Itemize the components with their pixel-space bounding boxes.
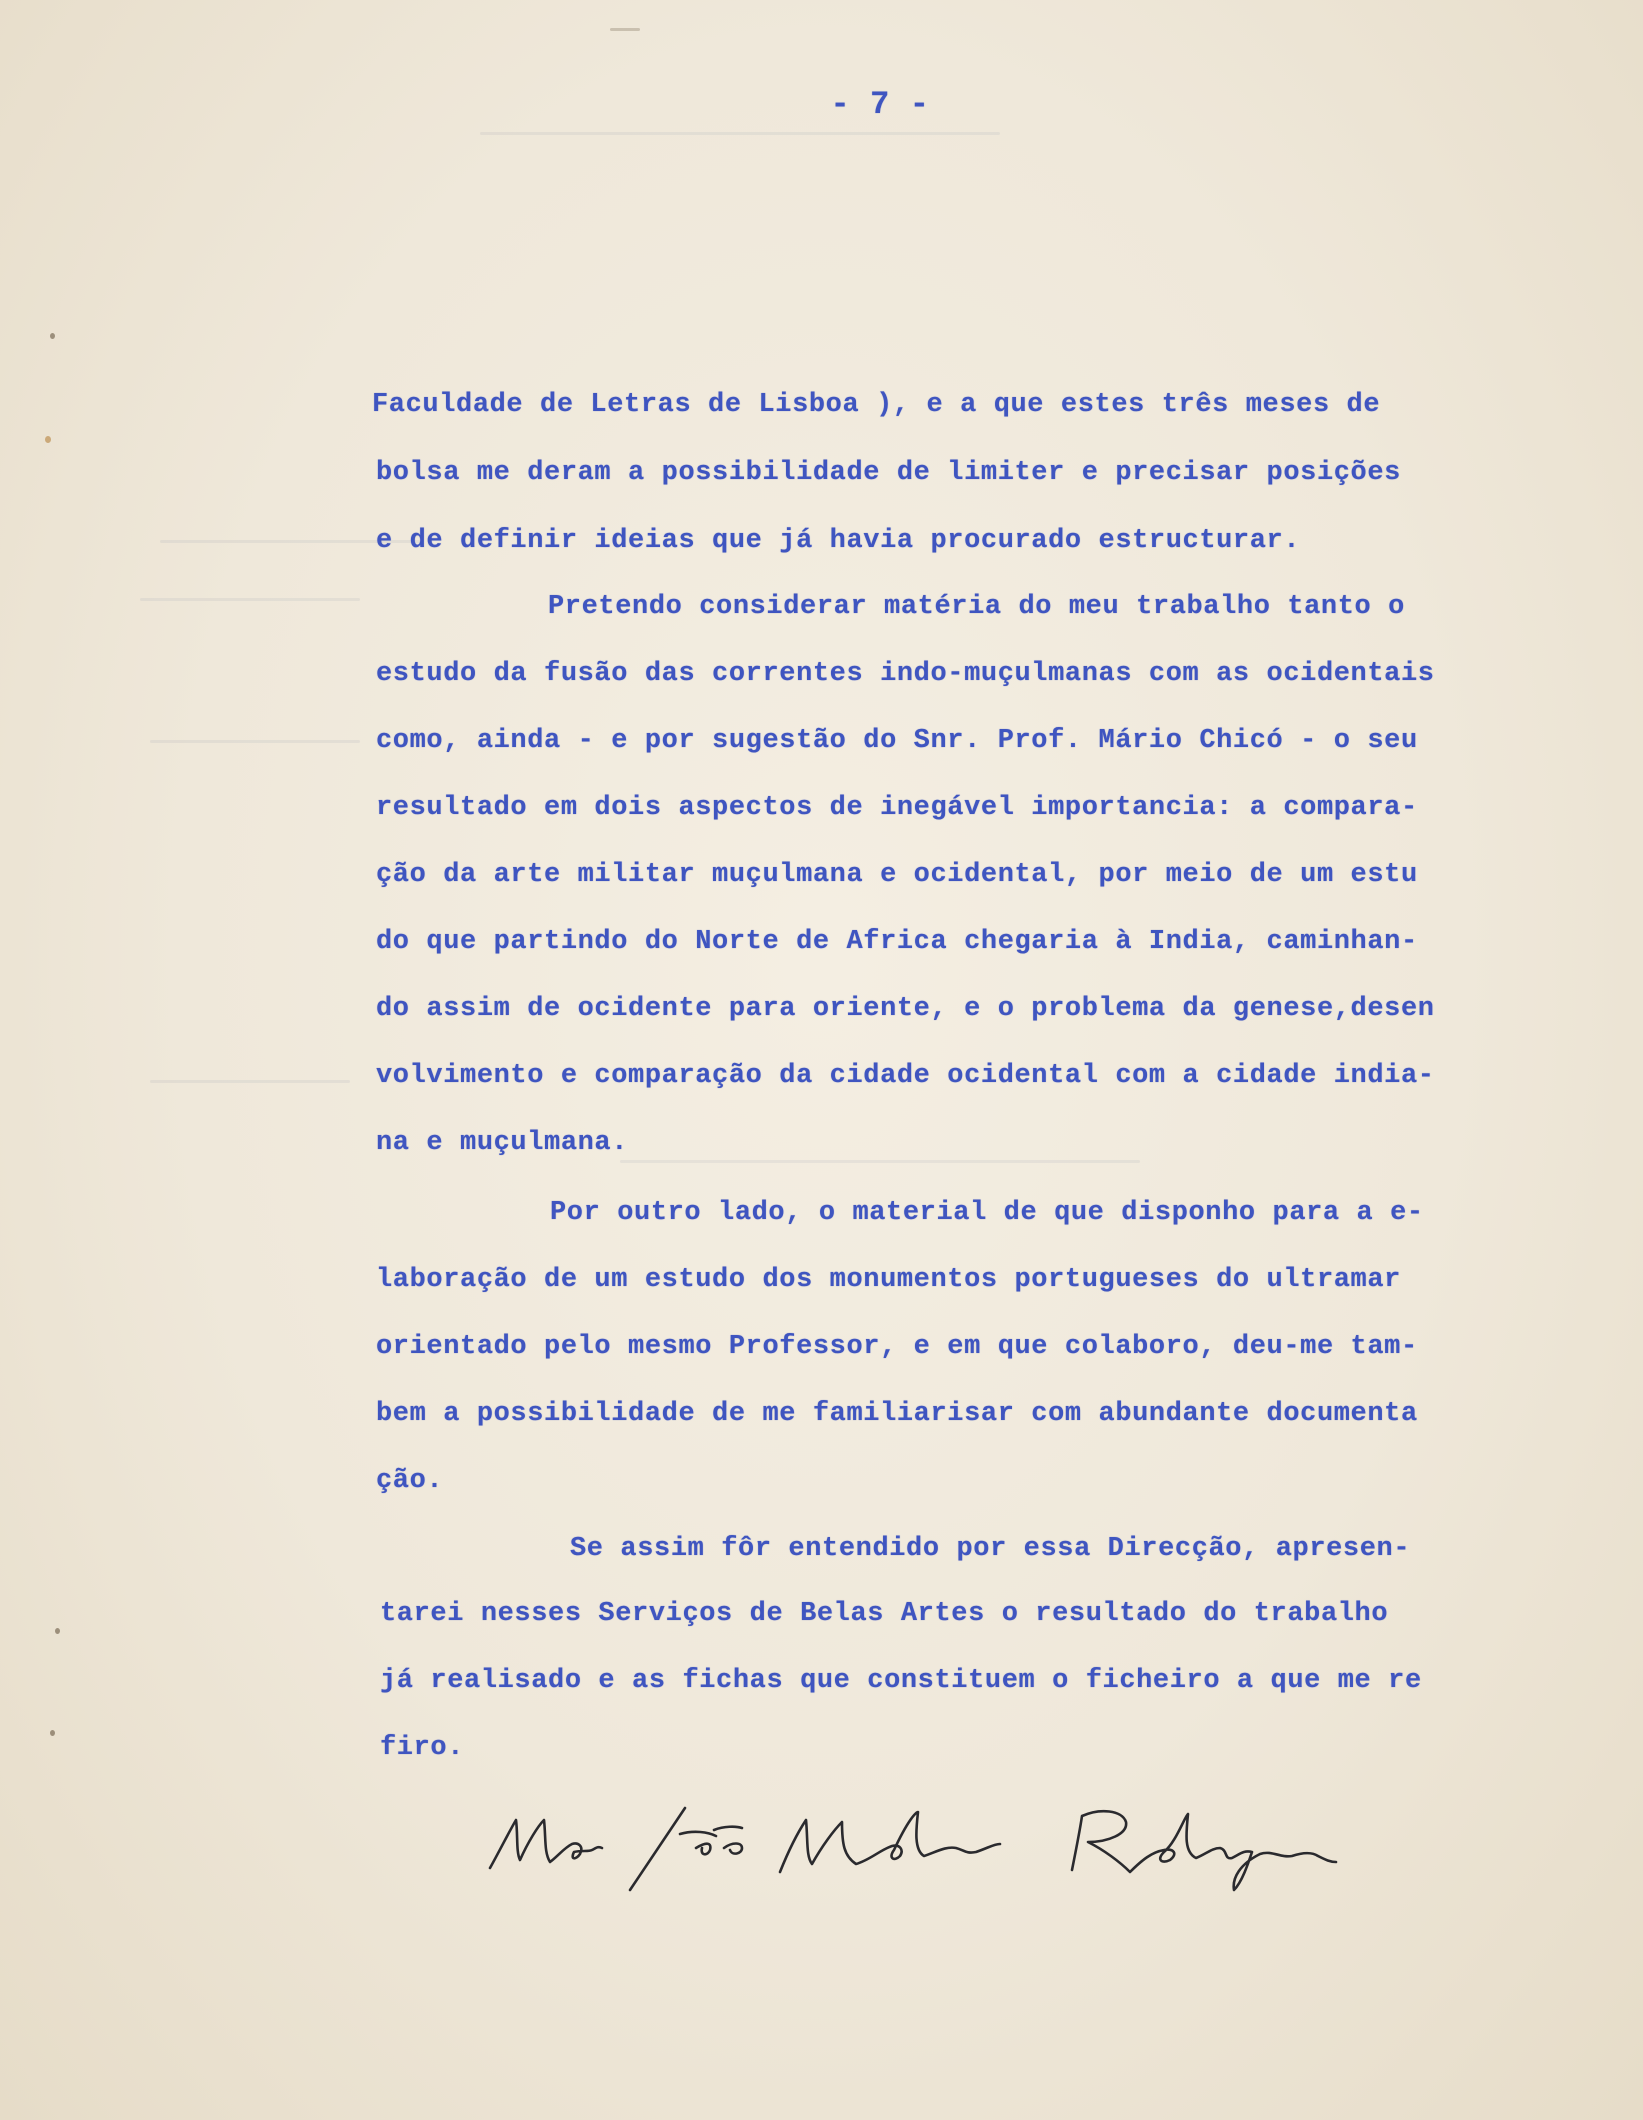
paper-speck xyxy=(50,333,55,339)
text-line: resultado em dois aspectos de inegável importancia: a compara- xyxy=(376,793,1418,823)
text-line: tarei nesses Serviços de Belas Artes o resultado do trabalho xyxy=(380,1599,1389,1629)
bleed-through-mark xyxy=(480,132,1000,135)
text-line: bem a possibilidade de me familiarisar com abundante documenta xyxy=(376,1399,1418,1429)
paper-speck xyxy=(610,28,640,31)
paper-speck xyxy=(55,1628,60,1634)
text-line: volvimento e comparação da cidade ocidental com a cidade india- xyxy=(376,1061,1435,1091)
text-line: Por outro lado, o material de que disponho para a e- xyxy=(550,1198,1424,1228)
text-line: bolsa me deram a possibilidade de limiter e precisar posições xyxy=(376,458,1401,488)
paper-speck xyxy=(45,436,51,443)
text-line: como, ainda - e por sugestão do Snr. Prof. Mário Chicó - o seu xyxy=(376,726,1418,756)
text-line: já realisado e as fichas que constituem o ficheiro a que me re xyxy=(380,1666,1422,1696)
page-number: - 7 - xyxy=(830,86,930,123)
text-line: e de definir ideias que já havia procurado estructurar. xyxy=(376,526,1301,556)
text-line: firo. xyxy=(380,1733,465,1763)
text-line: Se assim fôr entendido por essa Direcção, apresen- xyxy=(570,1534,1411,1564)
text-line: do assim de ocidente para oriente, e o problema da genese,desen xyxy=(376,994,1435,1024)
text-line: ção. xyxy=(376,1466,444,1496)
text-line: laboração de um estudo dos monumentos portugueses do ultramar xyxy=(376,1265,1401,1295)
bleed-through-mark xyxy=(140,598,360,601)
text-line: estudo da fusão das correntes indo-muçulmanas com as ocidentais xyxy=(376,659,1435,689)
text-line: orientado pelo mesmo Professor, e em que colaboro, deu-me tam- xyxy=(376,1332,1418,1362)
text-line: ção da arte militar muçulmana e ocidental, por meio de um estu xyxy=(376,860,1418,890)
text-line: Faculdade de Letras de Lisboa ), e a que estes três meses de xyxy=(372,390,1381,420)
paper-speck xyxy=(50,1730,55,1736)
handwritten-signature xyxy=(480,1790,1340,1900)
text-line: na e muçulmana. xyxy=(376,1128,629,1158)
bleed-through-mark xyxy=(620,1160,1140,1163)
bleed-through-mark xyxy=(150,1080,350,1083)
bleed-through-mark xyxy=(150,740,360,743)
text-line: do que partindo do Norte de Africa chegaria à India, caminhan- xyxy=(376,927,1418,957)
text-line: Pretendo considerar matéria do meu trabalho tanto o xyxy=(548,592,1405,622)
